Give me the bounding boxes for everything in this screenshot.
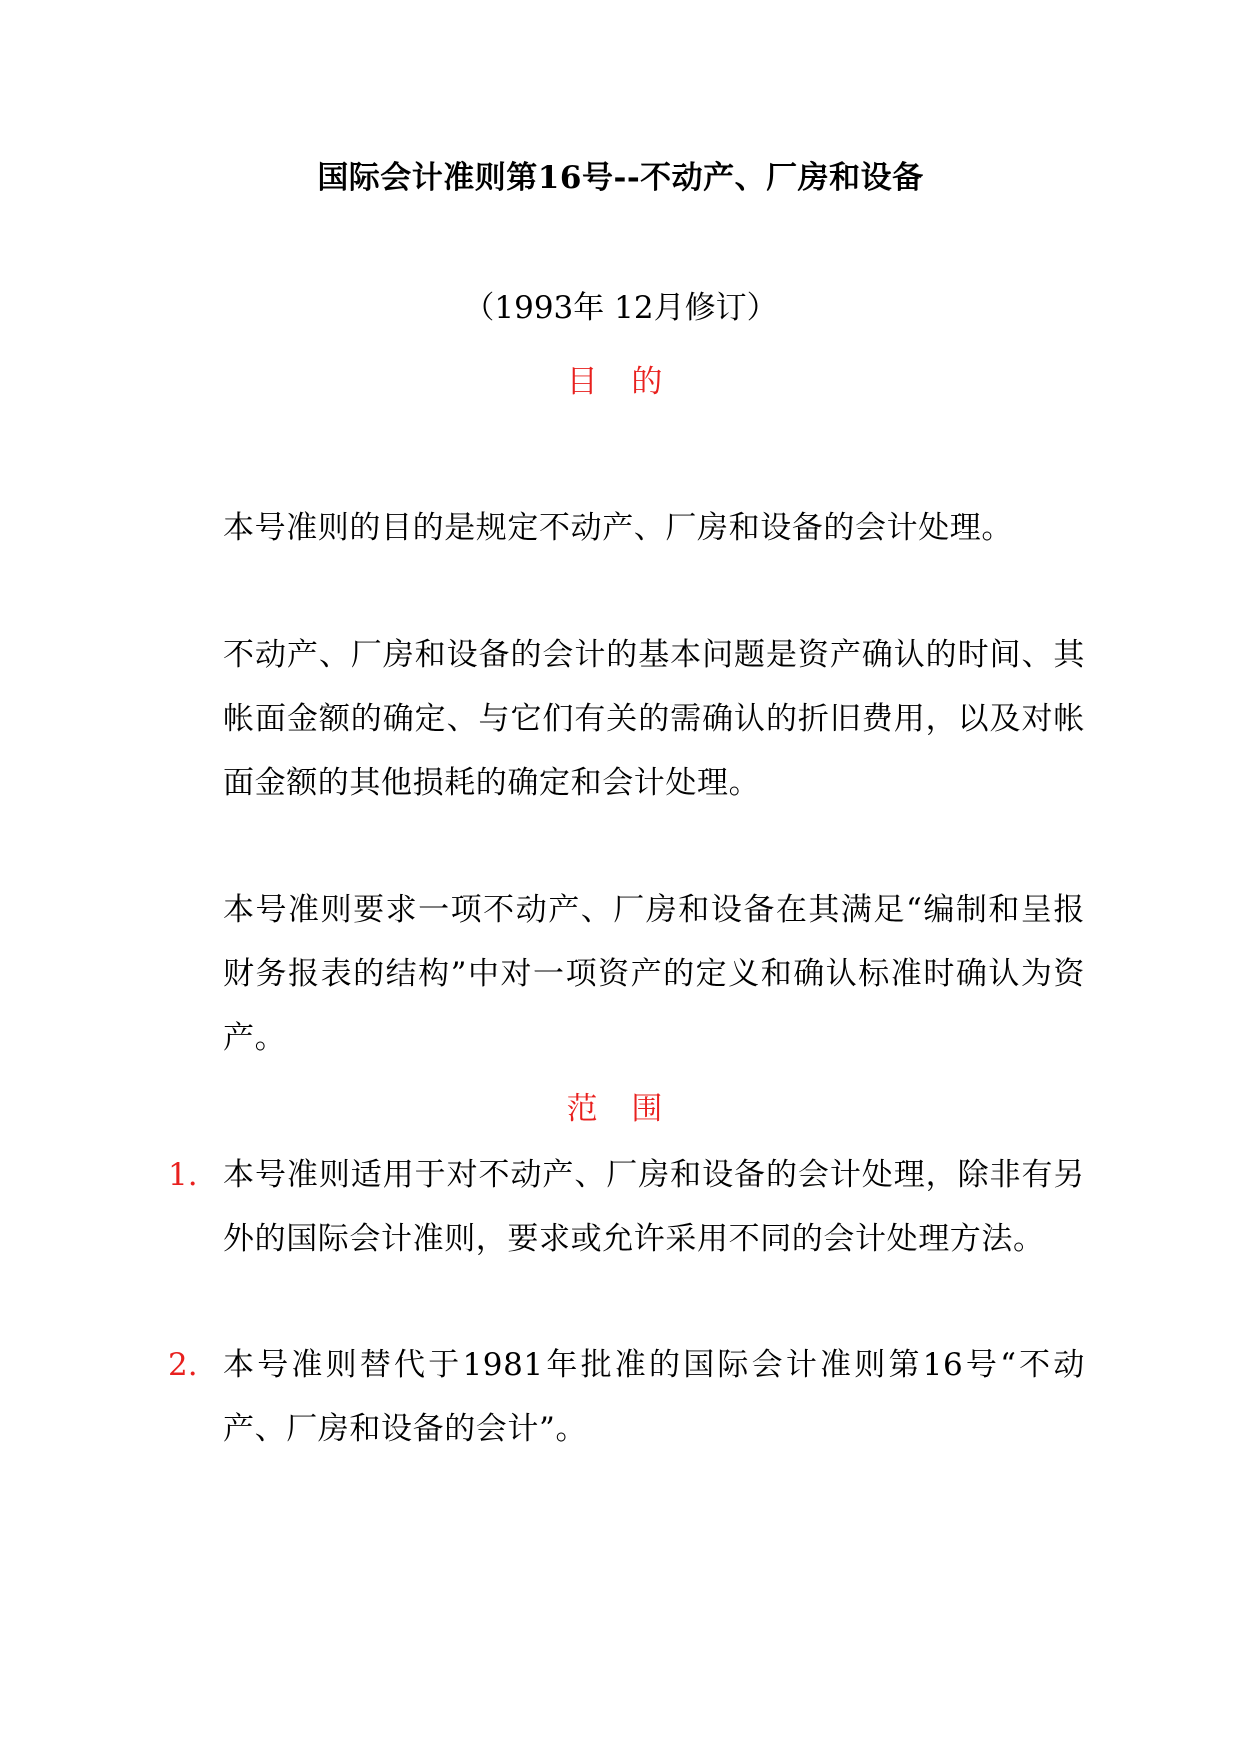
- purpose-paragraph-3: 本号准则要求一项不动产、厂房和设备在其满足“编制和呈报财务报表的结构”中对一项资产的定义和确认标准时确认为资产。: [223, 892, 1085, 1056]
- scope-item-number: 2.: [168, 1347, 198, 1383]
- scope-item-number: 1.: [168, 1157, 198, 1193]
- document-title: 国际会计准则第16号--不动产、厂房和设备: [317, 160, 924, 196]
- purpose-paragraph-1: 本号准则的目的是规定不动产、厂房和设备的会计处理。: [223, 510, 1013, 546]
- revision-date: （1993年 12月修订）: [463, 290, 778, 326]
- purpose-paragraph-2: 不动产、厂房和设备的会计的基本问题是资产确认的时间、其帐面金额的确定、与它们有关的需确认的折旧费用，以及对帐面金额的其他损耗的确定和会计处理。: [223, 637, 1085, 801]
- section-heading-scope: 范 围: [566, 1091, 675, 1127]
- scope-item-text: 本号准则适用于对不动产、厂房和设备的会计处理，除非有另外的国际会计准则，要求或允许采用不同的会计处理方法。: [223, 1157, 1085, 1257]
- section-heading-purpose: 目 的: [566, 364, 675, 400]
- scope-item-text: 本号准则替代于1981年批准的国际会计准则第16号“不动产、厂房和设备的会计”。: [223, 1347, 1085, 1447]
